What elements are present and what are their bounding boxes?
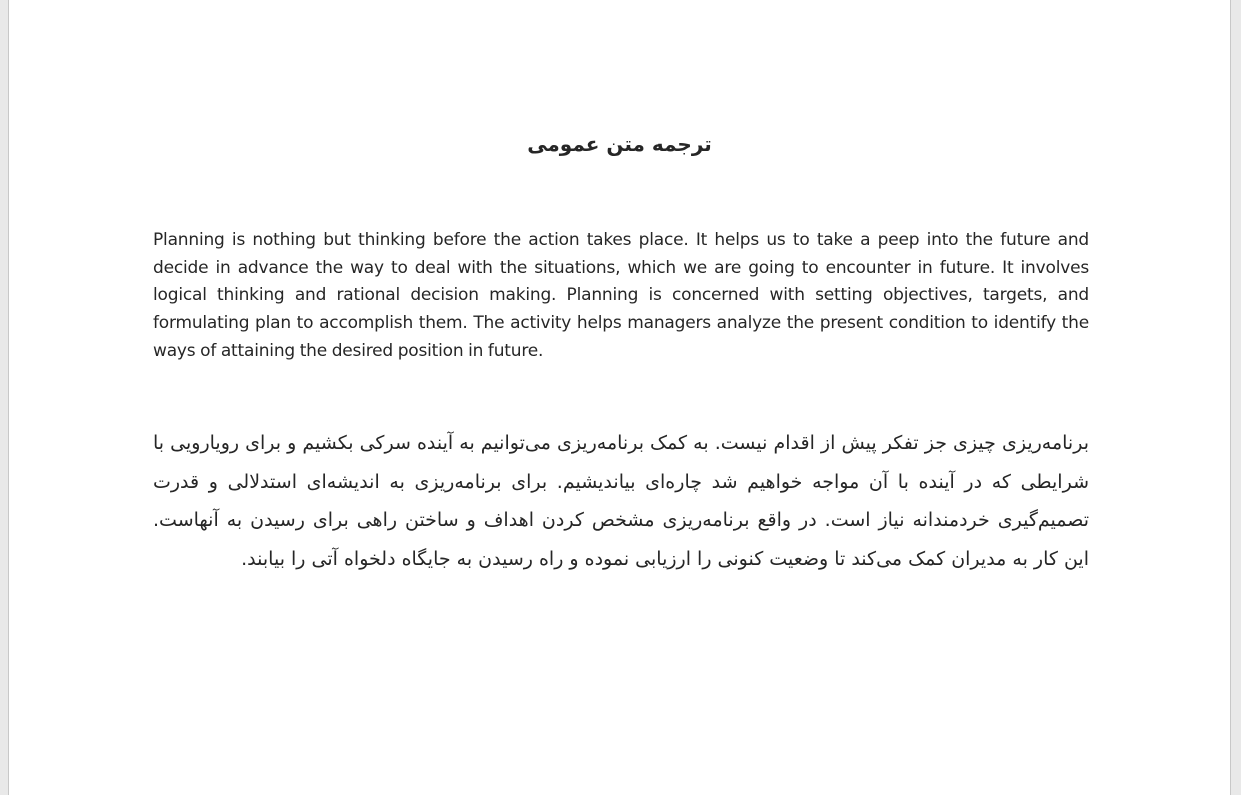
document-page	[8, 0, 1231, 795]
persian-paragraph: برنامه‌ریزی چیزی جز تفکر پیش از اقدام نیست. به کمک برنامه‌ریزی می‌توانیم به آینده سرکی بکشیم و برای رویارویی با شرایطی که در آینده با آن مواجه خواهیم شد چاره‌ای بیاندیشیم. برای برنامه‌ریزی به اندیشه‌ای استدلالی و قدرت تصمیم‌گیری خردمندانه نیاز است. در واقع برنامه‌ریزی مشخص کردن اهداف و ساختن راهی برای رسیدن به آنهاست. این کار به مدیران کمک می‌کند تا وضعیت کنونی را ارزیابی نموده و راه رسیدن به جایگاه دلخواه آتی را بیابند.	[153, 432, 1089, 571]
english-paragraph: Planning is nothing but thinking before the action takes place. It helps us to take a peep into the future and decide in advance the way to deal with the situations, which we are going to encounter in future. It involves logical thinking and rational decision making. Planning is concerned with setting objectives, targets, and formulating plan to accomplish them. The activity helps managers analyze the present condition to identify the ways of attaining the desired position in future.	[153, 230, 1089, 361]
document-title: ترجمه متن عمومی	[527, 132, 712, 156]
